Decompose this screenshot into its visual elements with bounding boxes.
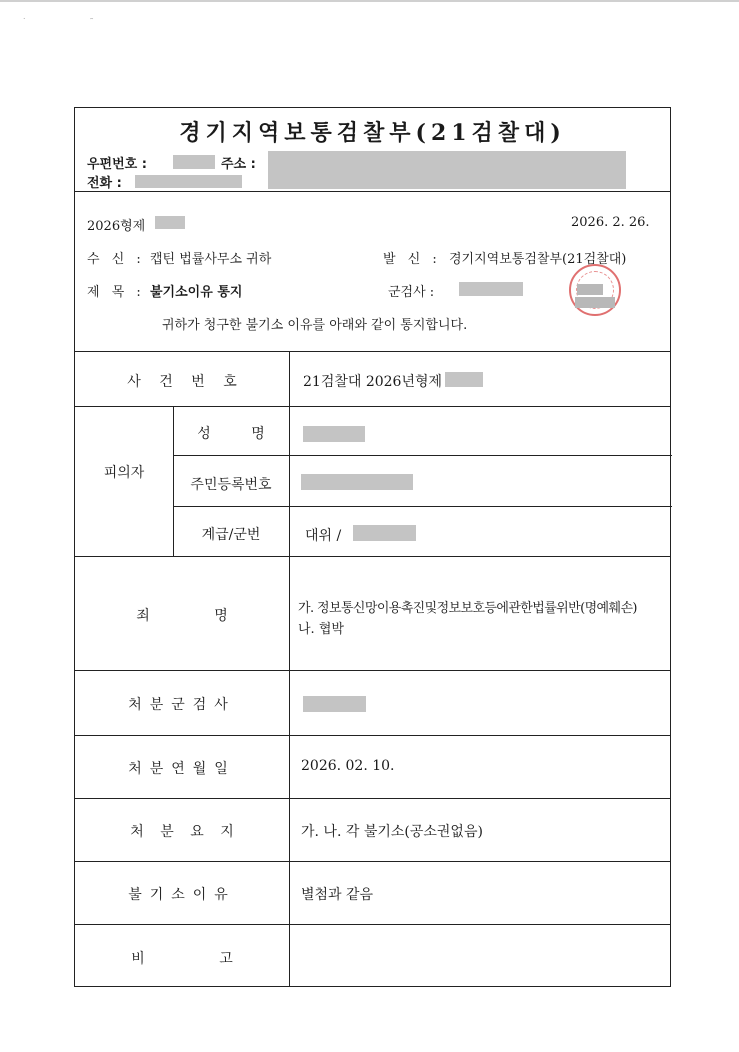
resident-number-label: 주민등록번호 bbox=[190, 477, 272, 493]
subject-label: 제 목 : bbox=[87, 285, 141, 300]
redacted-suspect-name bbox=[303, 426, 365, 442]
scan-specks: ˙ ˜ bbox=[22, 18, 124, 28]
case-number-label: 사 건 번 호 bbox=[127, 374, 237, 390]
document-title: 경기지역보통검찰부(21검찰대) bbox=[179, 120, 566, 146]
redacted-seal-text bbox=[577, 284, 603, 295]
redacted-address bbox=[268, 151, 626, 189]
remarks-label: 비 고 bbox=[131, 951, 233, 967]
redacted-disposing-prosecutor bbox=[303, 696, 366, 712]
sender-value: 경기지역보통검찰부(21검찰대) bbox=[449, 252, 627, 267]
prosecutor-label: 군검사 : bbox=[388, 285, 435, 300]
row-divider bbox=[75, 861, 670, 862]
postal-label: 우편번호 : bbox=[87, 157, 147, 172]
phone-label: 전화 : bbox=[87, 176, 122, 191]
scan-top-edge bbox=[0, 0, 739, 2]
row-divider bbox=[75, 924, 670, 925]
row-divider bbox=[173, 455, 672, 456]
redacted-phone bbox=[135, 175, 242, 188]
redacted-resident-number bbox=[301, 474, 413, 490]
row-divider bbox=[173, 506, 672, 507]
redacted-service-number bbox=[353, 525, 416, 541]
row-divider bbox=[75, 556, 670, 557]
suspect-label: 피의자 bbox=[103, 465, 145, 481]
row-divider bbox=[75, 406, 670, 407]
rank-label: 계급/군번 bbox=[201, 527, 261, 543]
name-label: 성 명 bbox=[197, 426, 265, 442]
disposition-summary-label: 처 분 요 지 bbox=[130, 824, 234, 840]
row-divider bbox=[75, 735, 670, 736]
case-number-value: 21검찰대 2026년형제 bbox=[303, 374, 443, 390]
charge-item-1: 가. 정보통신망이용촉진및정보보호등에관한법률위반(명예훼손) bbox=[298, 601, 637, 616]
notice-body-text: 귀하가 청구한 불기소 이유를 아래와 같이 통지합니다. bbox=[162, 318, 468, 333]
non-indictment-reason-value: 별첨과 같음 bbox=[301, 887, 374, 903]
address-label: 주소 : bbox=[221, 157, 256, 172]
redacted-seal-text bbox=[575, 297, 615, 308]
table-top-border bbox=[75, 351, 670, 352]
disposing-prosecutor-label: 처분군검사 bbox=[128, 697, 236, 713]
header-divider bbox=[75, 191, 670, 192]
non-indictment-reason-label: 불기소이유 bbox=[128, 887, 236, 903]
row-divider bbox=[75, 798, 670, 799]
redacted-postal-code bbox=[173, 155, 215, 169]
column-divider bbox=[289, 351, 290, 987]
recipient-label: 수 신 : bbox=[87, 252, 141, 267]
redacted-prosecutor bbox=[459, 282, 523, 296]
redacted-case-suffix bbox=[445, 372, 483, 387]
disposition-date-value: 2026. 02. 10. bbox=[301, 758, 395, 774]
sender-label: 발 신 : bbox=[383, 252, 437, 267]
case-number-prefix: 2026형제 bbox=[87, 219, 146, 234]
subject-value: 불기소이유 통지 bbox=[150, 285, 243, 300]
rank-value: 대위 / bbox=[305, 528, 342, 544]
charge-item-2: 나. 협박 bbox=[298, 622, 344, 637]
letter-date: 2026. 2. 26. bbox=[571, 215, 650, 230]
recipient-value: 캡틴 법률사무소 귀하 bbox=[150, 252, 272, 267]
disposition-summary-value: 가. 나. 각 불기소(공소권없음) bbox=[301, 824, 483, 840]
row-divider bbox=[75, 670, 670, 671]
disposition-date-label: 처분연월일 bbox=[128, 761, 236, 777]
notice-document bbox=[74, 107, 671, 987]
charge-label: 죄 명 bbox=[136, 608, 228, 624]
redacted-case-number bbox=[155, 216, 185, 229]
